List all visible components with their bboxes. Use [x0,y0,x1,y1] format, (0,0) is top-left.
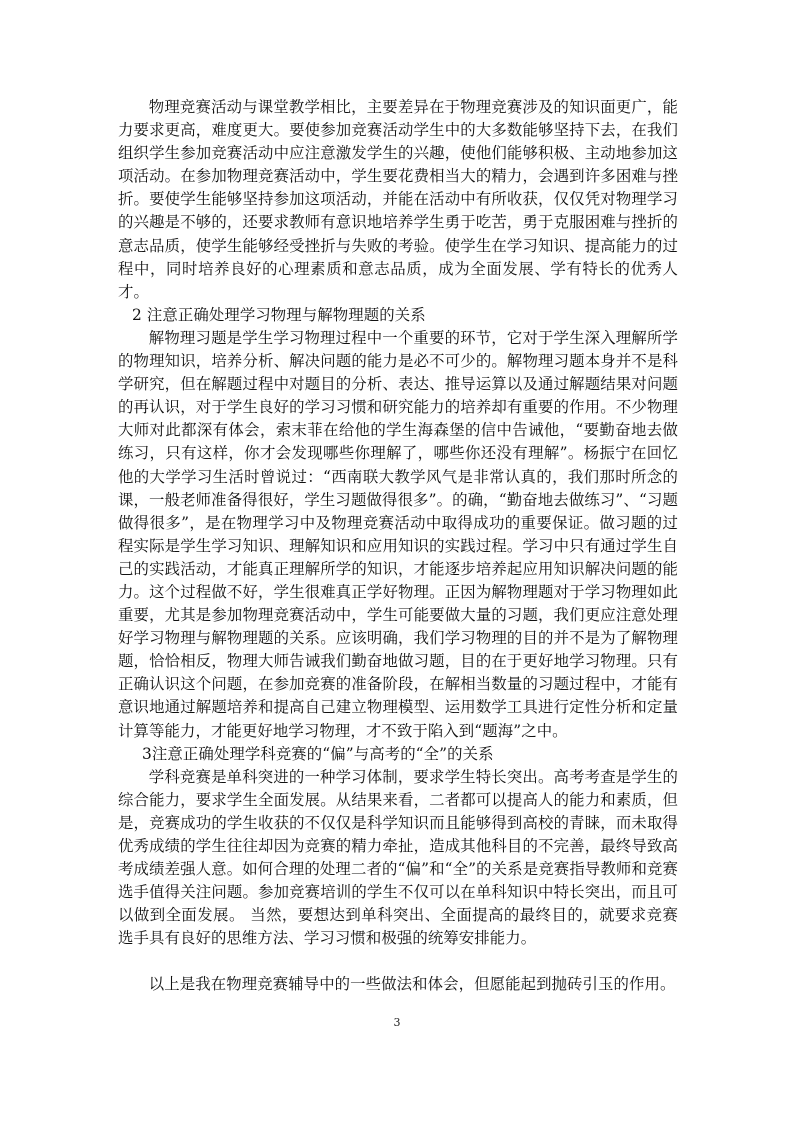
closing-paragraph: 以上是我在物理竞赛辅导中的一些做法和体会，但愿能起到抛砖引玉的作用。 [148,975,676,994]
page-body [118,96,678,997]
page-number: 3 [393,1016,401,1029]
paragraph-spacer [118,950,678,973]
section-heading-2: 2 注意正确处理学习物理与解物理题的关系 [132,305,426,324]
paragraph-perseverance: 物理竞赛活动与课堂教学相比，主要差异在于物理竞赛涉及的知识面更广，能力要求更高，难度更大。要使参加竞赛活动学生中的大多数能够坚持下去，在我们组织学生参加竞赛活动中应注意激发学生的兴趣，使他们能够积极、主动地参加这项活动。在参加物理竞赛活动中，学生要花费相当大的精力，会遇到许多困难与挫折。要使学生能够坚持参加这项活动，并能在活动中有所收获，仅仅凭对物理学习的兴趣是不够的，还要求教师有意识地培养学生勇于吃苦，勇于克服困难与挫折的意志品质，使学生能够经受挫折与失败的考验。使学生在学习知识、提高能力的过程中，同时培养良好的心理素质和意志品质，成为全面发展、学有特长的优秀人才。 [118,98,678,301]
paragraph-problem-solving: 解物理习题是学生学习物理过程中一个重要的环节，它对于学生深入理解所学的物理知识，培养分析、解决问题的能力是必不可少的。解物理习题本身并不是科学研究，但在解题过程中对题目的分析、表达、推导运算以及通过解题结果对问题的再认识，对于学生良好的学习习惯和研究能力的培养却有重要的作用。不少物理大师对此都深有体会，索末菲在给他的学生海森堡的信中告诫他，“要勤奋地去做练习，只有这样，你才会发现哪些你理解了，哪些你还没有理解”。杨振宁在回忆他的大学学习生活时曾说过：“西南联大教学风气是非常认真的，我们那时所念的课，一般老师准备得很好，学生习题做得很多”。的确，“勤奋地去做练习”、“习题做得很多”，是在物理学习中及物理竞赛活动中取得成功的重要保证。做习题的过程实际是学生学习知识、理解知识和应用知识的实践过程。学习中只有通过学生自己的实践活动，才能真正理解所学的知识，才能逐步培养起应用知识解决问题的能力。这个过程做不好，学生很难真正学好物理。正因为解物理题对于学习物理如此重要，尤其是参加物理竞赛活动中，学生可能要做大量的习题，我们更应注意处理好学习物理与解物理题的关系。应该明确，我们学习物理的目的并不是为了解物理题，恰恰相反，物理大师告诫我们勤奋地做习题，目的在于更好地学习物理。只有正确认识这个问题，在参加竞赛的准备阶段，在解相当数量的习题过程中，才能有意识地通过解题培养和提高自己建立物理模型、运用数学工具进行定性分析和定量计算等能力，才能更好地学习物理，才不致于陷入到“题海”之中。 [118,328,678,740]
paragraph-competition-vs-exam: 学科竞赛是单科突进的一种学习体制，要求学生特长突出。高考考查是学生的综合能力，要求学生全面发展。从结果来看，二者都可以提高人的能力和素质，但是，竞赛成功的学生收获的不仅仅是科学知识而且能够得到高校的青睐，而未取得优秀成绩的学生往往却因为竞赛的精力牵扯，造成其他科目的不完善，最终导致高考成绩差强人意。如何合理的处理二者的“偏”和“全”的关系是竞赛指导教师和竞赛选手值得关注问题。参加竞赛培训的学生不仅可以在单科知识中特长突出，而且可以做到全面发展。 当然，要想达到单科突出、全面提高的最终目的，就要求竞赛选手具有良好的思维方法、学习习惯和极强的统筹安排能力。 [118,767,678,948]
section-heading-3: 3注意正确处理学科竞赛的“偏”与高考的“全”的关系 [142,744,494,763]
